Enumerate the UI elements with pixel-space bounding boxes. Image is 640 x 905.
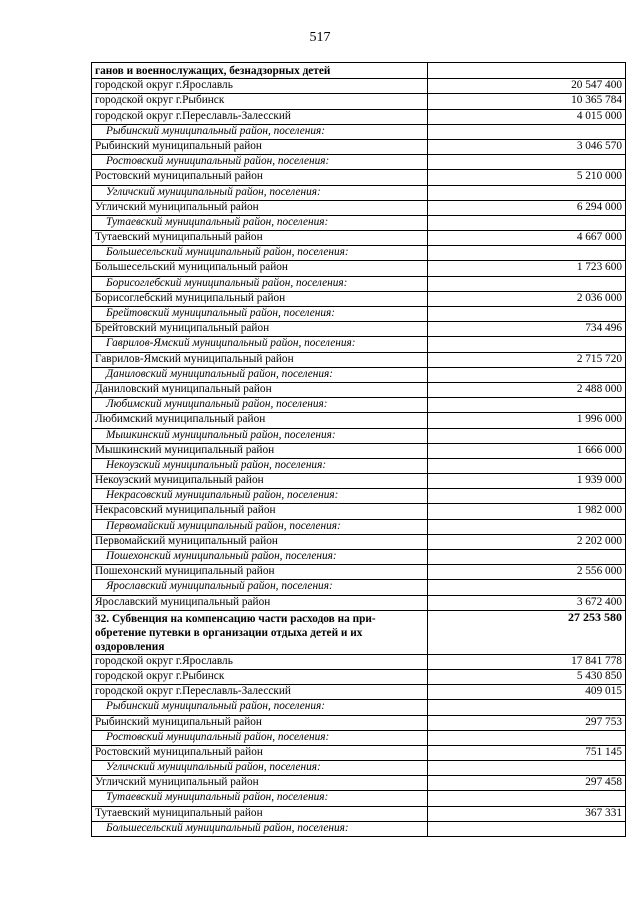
amount-cell: 1 666 000 [428,443,626,458]
page-number: 517 [309,30,331,45]
amount-cell: 2 715 720 [428,352,626,367]
amount-cell: 734 496 [428,322,626,337]
amount-cell [428,337,626,352]
district-subheading: Борисоглебский муниципальный район, поселения: [92,276,428,291]
amount-cell: 3 672 400 [428,595,626,610]
district-subheading: Угличский муниципальный район, поселения: [92,185,428,200]
district-subheading: Любимский муниципальный район, поселения: [92,398,428,413]
recipient-name: Первомайский муниципальный район [92,534,428,549]
subheading-row [92,519,626,534]
amount-cell: 17 841 778 [428,654,626,669]
table-row [92,474,626,489]
amount-cell [428,700,626,715]
subheading-row [92,580,626,595]
section-title: 32. Субвенция на компенсацию части расходов на при-обретение путевки в организации отдыха детей и их оздоровления [92,610,428,654]
amount-cell: 2 202 000 [428,534,626,549]
amount-cell: 10 365 784 [428,94,626,109]
amount-cell: 5 430 850 [428,669,626,684]
section-row [92,610,626,654]
district-subheading: Некоузский муниципальный район, поселения: [92,458,428,473]
recipient-name: Тутаевский муниципальный район [92,231,428,246]
amount-cell: 367 331 [428,806,626,821]
subheading-row [92,489,626,504]
amount-cell [428,821,626,836]
district-subheading: Рыбинский муниципальный район, поселения: [92,124,428,139]
subheading-row [92,246,626,261]
table-row [92,715,626,730]
table-row [92,79,626,94]
recipient-name: городской округ г.Переславль-Залесский [92,109,428,124]
subheading-row [92,185,626,200]
amount-cell [428,398,626,413]
amount-cell [428,215,626,230]
district-subheading: Ростовский муниципальный район, поселения: [92,155,428,170]
table-row [92,139,626,154]
table-row [92,94,626,109]
amount-cell: 297 753 [428,715,626,730]
district-subheading: Тутаевский муниципальный район, поселения: [92,791,428,806]
district-subheading: Некрасовский муниципальный район, поселения: [92,489,428,504]
amount-cell [428,246,626,261]
recipient-name: Рыбинский муниципальный район [92,715,428,730]
amount-cell [428,489,626,504]
amount-cell [428,185,626,200]
recipient-name: Некоузский муниципальный район [92,474,428,489]
amount-cell: 1 996 000 [428,413,626,428]
amount-cell: 2 036 000 [428,291,626,306]
recipient-name: городской округ г.Переславль-Залесский [92,685,428,700]
table-row [92,745,626,760]
amount-cell: 20 547 400 [428,79,626,94]
recipient-name: Некрасовский муниципальный район [92,504,428,519]
table-row [92,685,626,700]
subheading-row [92,398,626,413]
recipient-name: Ростовский муниципальный район [92,170,428,185]
section-amount: 27 253 580 [428,610,626,654]
recipient-name: Ярославский муниципальный район [92,595,428,610]
subheading-row [92,155,626,170]
district-subheading: Ярославский муниципальный район, поселения: [92,580,428,595]
district-subheading: Мышкинский муниципальный район, поселения: [92,428,428,443]
recipient-name: Рыбинский муниципальный район [92,139,428,154]
district-subheading: Тутаевский муниципальный район, поселения: [92,215,428,230]
table-row [92,322,626,337]
subheading-row [92,761,626,776]
subheading-row [92,550,626,565]
section-title: ганов и военнослужащих, безнадзорных детей [92,63,428,79]
amount-cell: 1 723 600 [428,261,626,276]
amount-cell: 1 939 000 [428,474,626,489]
amount-cell [428,307,626,322]
district-subheading: Большесельский муниципальный район, поселения: [92,821,428,836]
district-subheading: Большесельский муниципальный район, поселения: [92,246,428,261]
district-subheading: Первомайский муниципальный район, поселения: [92,519,428,534]
table-row [92,669,626,684]
amount-cell: 5 210 000 [428,170,626,185]
amount-cell: 751 145 [428,745,626,760]
recipient-name: Пошехонский муниципальный район [92,565,428,580]
amount-cell [428,550,626,565]
recipient-name: Брейтовский муниципальный район [92,322,428,337]
recipient-name: городской округ г.Ярославль [92,79,428,94]
table-row [92,565,626,580]
recipient-name: Мышкинский муниципальный район [92,443,428,458]
district-subheading: Пошехонский муниципальный район, поселения: [92,550,428,565]
recipient-name: городской округ г.Рыбинск [92,669,428,684]
subheading-row [92,124,626,139]
subheading-row [92,428,626,443]
table-row [92,291,626,306]
subheading-row [92,367,626,382]
amount-cell: 2 556 000 [428,565,626,580]
amount-cell: 3 046 570 [428,139,626,154]
amount-cell [428,276,626,291]
recipient-name: городской округ г.Рыбинск [92,94,428,109]
recipient-name: Угличский муниципальный район [92,200,428,215]
district-subheading: Гаврилов-Ямский муниципальный район, поселения: [92,337,428,352]
table-row [92,595,626,610]
recipient-name: Ростовский муниципальный район [92,745,428,760]
recipient-name: Борисоглебский муниципальный район [92,291,428,306]
table-row [92,413,626,428]
amount-cell [428,730,626,745]
table-row [92,806,626,821]
recipient-name: Любимский муниципальный район [92,413,428,428]
amount-cell [428,124,626,139]
subheading-row [92,821,626,836]
table-row [92,382,626,397]
table-row [92,534,626,549]
district-subheading: Угличский муниципальный район, поселения: [92,761,428,776]
amount-cell: 6 294 000 [428,200,626,215]
table-row [92,443,626,458]
amount-cell: 4 015 000 [428,109,626,124]
section-amount [428,63,626,79]
amount-cell [428,761,626,776]
table-row [92,200,626,215]
budget-table [91,62,626,837]
subheading-row [92,307,626,322]
table-row [92,170,626,185]
subheading-row [92,791,626,806]
district-subheading: Ростовский муниципальный район, поселения: [92,730,428,745]
recipient-name: Тутаевский муниципальный район [92,806,428,821]
amount-cell: 297 458 [428,776,626,791]
subheading-row [92,700,626,715]
recipient-name: Большесельский муниципальный район [92,261,428,276]
amount-cell [428,155,626,170]
table-row [92,504,626,519]
amount-cell [428,428,626,443]
subheading-row [92,730,626,745]
subheading-row [92,458,626,473]
table-row [92,352,626,367]
amount-cell: 1 982 000 [428,504,626,519]
table-row [92,109,626,124]
table-row [92,231,626,246]
amount-cell [428,458,626,473]
recipient-name: городской округ г.Ярославль [92,654,428,669]
subheading-row [92,215,626,230]
budget-table-body [92,63,626,837]
amount-cell [428,791,626,806]
district-subheading: Брейтовский муниципальный район, поселения: [92,307,428,322]
recipient-name: Даниловский муниципальный район [92,382,428,397]
recipient-name: Гаврилов-Ямский муниципальный район [92,352,428,367]
amount-cell [428,519,626,534]
amount-cell: 2 488 000 [428,382,626,397]
amount-cell [428,580,626,595]
table-row [92,261,626,276]
district-subheading: Рыбинский муниципальный район, поселения: [92,700,428,715]
district-subheading: Даниловский муниципальный район, поселения: [92,367,428,382]
subheading-row [92,337,626,352]
amount-cell [428,367,626,382]
amount-cell: 409 015 [428,685,626,700]
table-row [92,654,626,669]
section-row [92,63,626,79]
amount-cell: 4 667 000 [428,231,626,246]
table-row [92,776,626,791]
recipient-name: Угличский муниципальный район [92,776,428,791]
subheading-row [92,276,626,291]
